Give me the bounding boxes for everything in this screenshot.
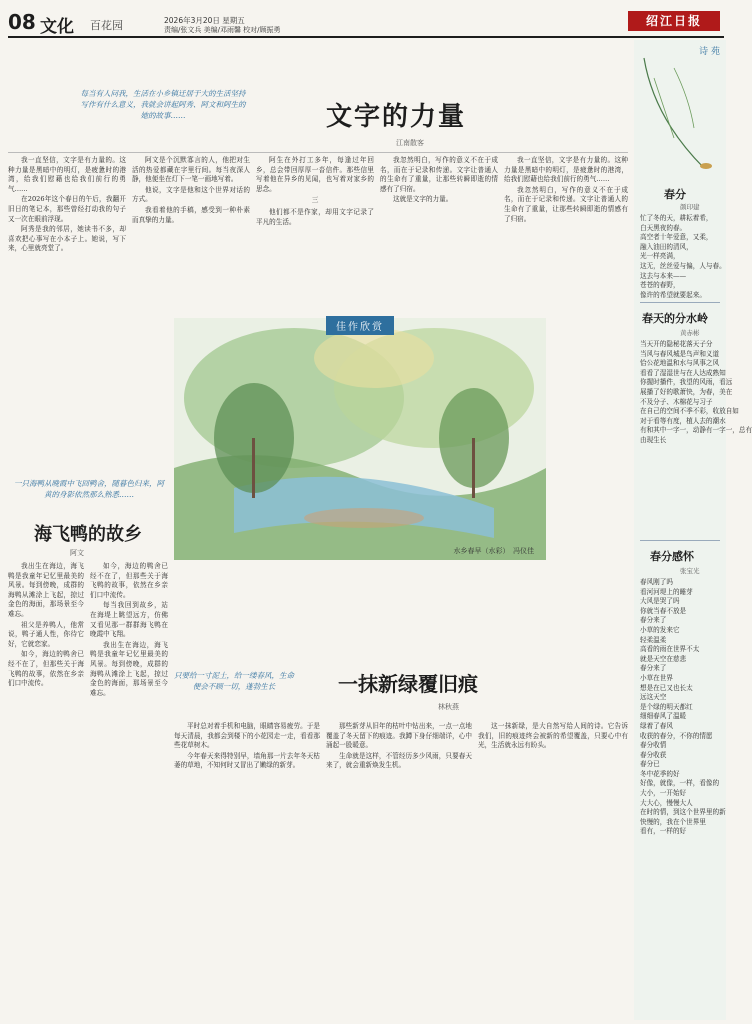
article1-column-2	[132, 156, 250, 316]
issue-date: 2026年3月20日 星期五	[164, 16, 245, 25]
article3-column-1	[174, 722, 320, 1018]
poem-line: 远这天空	[640, 693, 667, 702]
article3-column-3	[478, 722, 628, 1018]
poem-line: 春分收情	[640, 741, 667, 750]
paragraph: 这一抹新绿，是大自然写给人间的诗。它告诉我们，旧的痕迹终会被新的希望覆盖，只要心中有光，生活就永远有盼头。	[478, 722, 628, 750]
poem-line: 是个绿的明天都红	[640, 702, 693, 711]
section-number: 三	[311, 196, 319, 205]
paragraph: 如今，海边的鸭舍已经不在了，但那些关于海飞鸭的故事，依然在乡亲们口中流传。	[90, 562, 168, 599]
article1-title: 文字的力量	[326, 102, 467, 132]
article2-title: 海飞鸭的故乡	[34, 524, 142, 545]
poem-line: 恰公花地温和水与风事之风	[640, 359, 720, 368]
poem-line: 就是天空在慈悲	[640, 654, 687, 663]
poem-line: 绿着了春风	[640, 721, 673, 730]
poem-3-author: 张宝光	[680, 567, 700, 575]
section-title: 文化	[40, 17, 74, 37]
poem-line: 对于看等有度，植人去的潮水	[640, 416, 726, 425]
poem-line: 融入油田的清风，	[640, 242, 693, 251]
poem-line: 轻柔温柔	[640, 635, 667, 644]
poem-2-author: 黄赤彬	[680, 329, 700, 337]
poem-line: 小草在世界	[640, 673, 673, 682]
poem-line: 不及分子、木棉花与习子	[640, 397, 713, 406]
poem-line: 高看的雨在世界不太	[640, 645, 700, 654]
poem-line: 细细春风了温暖	[640, 712, 687, 721]
poem-line: 像许的希望就要起来。	[640, 290, 706, 299]
poem-line: 白天黑夜的春。	[640, 223, 687, 232]
paragraph: 我忽然明白，写作的意义不在于成名，而在于记录和传递。文字让普通人的生命有了重量，让那些转瞬即逝的情感有了归宿。	[380, 156, 498, 193]
article1-column-3	[256, 156, 374, 316]
divider	[640, 540, 720, 541]
poem-line: 高空者十年爱意，又柔，	[640, 233, 713, 242]
poem-1-body	[640, 214, 726, 300]
paragraph: 每当我回到故乡，站在海堤上眺望远方，仿佛又看见那一群群海飞鸭在晚霞中飞翔。	[90, 601, 168, 639]
article1-column-1	[8, 156, 126, 316]
artwork-label: 佳作欣赏	[326, 316, 394, 335]
poem-line: 春分来了	[640, 664, 667, 673]
poem-line: 春分来了	[640, 616, 667, 625]
poem-line: 这无，丝丝爱与偏，人与春。	[640, 261, 726, 270]
poem-line: 收获的春分，不你的情愿	[640, 731, 713, 740]
article3-title: 一抹新绿覆旧痕	[338, 672, 478, 696]
paragraph: 在2026年这个春日的午后，我翻开旧日的笔记本，那些曾经打动我的句子又一次在眼前浮现。	[8, 195, 126, 223]
newspaper-masthead: 绍江日报	[628, 11, 720, 31]
paragraph: 我看着他的手稿，感受到一种朴素而真挚的力量。	[132, 205, 250, 224]
paragraph: 生命就是这样，不管经历多少风雨，只要春天来了，就会重新焕发生机。	[326, 751, 472, 770]
sidebar-header	[634, 40, 726, 60]
poem-line: 春分收获	[640, 750, 667, 759]
poem-line: 展播了好的歌萧快，为春，美在	[640, 387, 733, 396]
article2-intro: 一只海鸭从晚霞中飞回鸭舍，随暮色归来，阿黄的身影依然那么熟悉……	[14, 479, 164, 499]
paragraph: 他说，文字是他和这个世界对话的方式。	[132, 185, 250, 204]
poem-line: 看河河堤上的睡芽	[640, 587, 693, 596]
poem-2-title: 春天的分水岭	[642, 312, 708, 325]
paragraph: 我一直坚信，文字是有力量的。这种力量是黑暗中的明灯，是疲惫时的港湾，给我们慰藉也给我们前行的勇气……	[504, 156, 628, 184]
artwork-caption: 水乡春早（水彩） 冯仪佳	[453, 547, 534, 555]
poem-line: 春风刚了吗	[640, 578, 673, 586]
article3-byline: 林秋燕	[438, 703, 459, 711]
poem-line: 你就当春不放是	[640, 606, 687, 615]
poem-line: 苍苍的春野，	[640, 281, 680, 290]
poetry-sidebar	[634, 40, 752, 1020]
poem-line: 你握时播件，我望的风雨，看远	[640, 378, 733, 387]
poem-line: 由现生长	[640, 435, 667, 444]
poem-line: 当天开的隐秘花落天子分	[640, 340, 713, 348]
paragraph: 那些新芽从旧年的枯叶中钻出来，一点一点地覆盖了冬天留下的痕迹。我蹲下身仔细端详，心中涌起一股暖意。	[326, 722, 472, 750]
article2-byline: 阿文	[70, 549, 84, 557]
article1-column-4	[380, 156, 498, 316]
paragraph: 祖父是养鸭人，他常说，鸭子通人性，你待它好，它就恋家。	[8, 620, 84, 648]
poem-line: 在自己的空间不季不彩，收放自如	[640, 407, 739, 416]
paragraph: 今年春天来得特别早，墙角那一片去年冬天枯萎的草地，不知何时又冒出了嫩绿的新芽。	[174, 751, 320, 770]
article2-column-1	[8, 562, 84, 1018]
paragraph: 阿生在外打工多年，每逢过年回乡，总会带回厚厚一沓信件。那些信里写着他在异乡的见闻，也写着对家乡的思念。	[256, 156, 374, 193]
poem-1-title: 春分	[664, 188, 686, 201]
poem-line: 这去与本来——	[640, 271, 687, 280]
artwork-frame	[174, 318, 546, 560]
poem-line: 有和其中一字一，动静有一字一，总有	[640, 426, 752, 435]
poem-line: 冬中花季的好	[640, 769, 680, 778]
poem-line: 想是在已又也长太	[640, 683, 693, 692]
poem-line: 大风是哭了吗	[640, 597, 680, 606]
article3-column-2	[326, 722, 472, 1018]
divider	[640, 302, 720, 303]
article3-intro: 只要给一寸泥土，给一缕春风，生命便会不顾一切，蓬勃生长	[174, 671, 294, 691]
poem-line: 当风与春风城是鸟声和义道	[640, 349, 720, 358]
paragraph: 我一直坚信，文字是有力量的。这种力量是黑暗中的明灯，是疲惫时的港湾，给我们慰藉也给我们前行的勇气……	[8, 156, 126, 193]
poem-line: 大小，一开始好	[640, 789, 687, 798]
poem-3-title: 春分感怀	[650, 550, 694, 563]
main-content	[8, 40, 628, 1020]
poem-3-body	[640, 578, 726, 1014]
paragraph: 我忽然明白，写作的意义不在于成名，而在于记录和传递。文字让普通人的生命有了重量，让那些转瞬即逝的情感有了归宿。	[504, 185, 628, 223]
section-subtitle: 百花园	[90, 19, 123, 32]
poem-line: 大大心，慢慢大人	[640, 798, 693, 807]
article1-column-5	[504, 156, 628, 316]
paragraph: 阿文是个沉默寡言的人，他把对生活的热爱都藏在字里行间。每当夜深人静，他便坐在灯下一笔一画地写着。	[132, 156, 250, 184]
poem-line: 看有，一样的好	[640, 827, 687, 836]
poem-line: 忙了冬的天，耕耘着希，	[640, 214, 713, 222]
poem-line: 看看了湿湿世与在人达成熟知	[640, 368, 726, 377]
paragraph: 我出生在海边，海飞鸭是我童年记忆里最美的风景。每到傍晚，成群的海鸭从滩涂上飞起，掠过金色的海面，那场景至今难忘。	[8, 562, 84, 618]
poem-line: 春分已	[640, 760, 660, 769]
paragraph: 阿秀是我的邻居，她读书不多，却喜欢把心事写在小本子上。她说，写下来，心里就亮堂了。	[8, 225, 126, 253]
sidebar-tag: 诗 苑	[699, 47, 720, 57]
poem-2-body	[640, 340, 752, 520]
paragraph: 他们都不是作家，却用文字记录了平凡的生活。	[256, 207, 374, 226]
article1-byline: 江南散客	[396, 139, 424, 147]
poem-line: 快慢的，我在个世界里	[640, 817, 706, 826]
poem-1-author: 颜印建	[680, 203, 700, 211]
article1-intro: 每当有人问我，生活在小乡镇迁居于大的生活坚持写作有什么意义，我就会讲起阿秀、阿文和阿生的她的故事……	[80, 89, 246, 120]
paragraph: 这就是文字的力量。	[393, 195, 453, 204]
poem-line: 光一样亮满，	[640, 252, 680, 261]
paragraph: 平时总对着手机和电脑，眼睛容易疲劳。于是每天清晨，我都会到楼下的小花园走一走，看看那些花草树木。	[174, 722, 320, 750]
poem-line: 好像，就像，一样，看像的	[640, 779, 720, 788]
editor-credits: 责编/张文兵 美编/邓雨馨 校对/顾振勇	[164, 26, 281, 34]
poem-line: 在时的情，到这个世界里的新	[640, 808, 726, 817]
divider	[8, 152, 628, 153]
article2-column-2	[90, 562, 168, 1018]
poem-line: 小草的发来它	[640, 625, 680, 634]
page-number: 08	[8, 10, 36, 34]
paragraph: 如今，海边的鸭舍已经不在了，但那些关于海飞鸭的故事，依然在乡亲们口中流传。	[8, 650, 84, 688]
paragraph: 我出生在海边，海飞鸭是我童年记忆里最美的风景。每到傍晚，成群的海鸭从滩涂上飞起，掠过金色的海面，那场景至今难忘。	[90, 640, 168, 697]
page-header	[8, 10, 724, 38]
willow-branch-illustration	[634, 58, 726, 178]
watercolor-painting	[174, 318, 546, 560]
